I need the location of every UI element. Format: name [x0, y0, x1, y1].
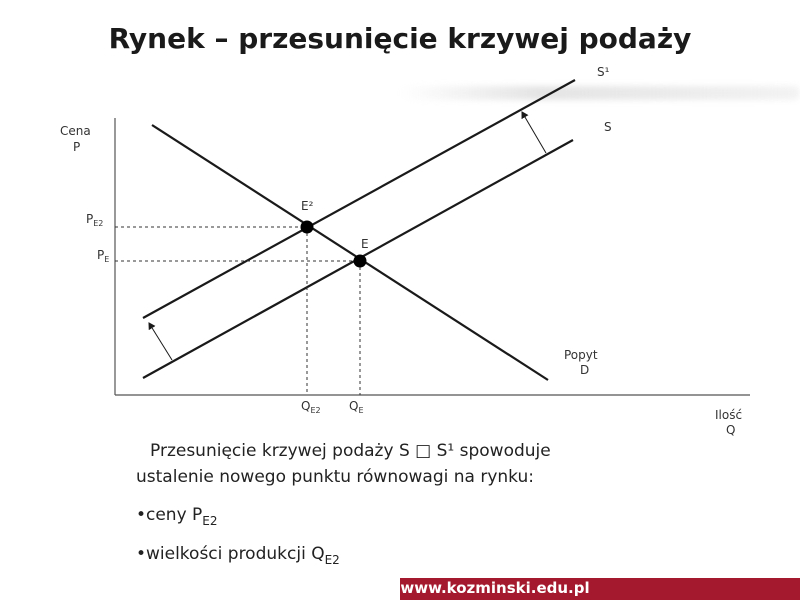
- label-s1: S¹: [597, 65, 610, 79]
- label-qe2: [301, 399, 321, 415]
- label-qe: [349, 399, 364, 415]
- description-line-1: Przesunięcie krzywej podaży S □ S¹ spowoduje: [150, 441, 551, 461]
- bullet-price: [136, 502, 736, 529]
- x-axis-label-ilosc: Ilość: [715, 408, 743, 422]
- label-pe-main: P: [97, 248, 105, 262]
- label-demand-popyt: Popyt: [564, 348, 598, 362]
- bullet-marker: •: [136, 505, 147, 525]
- footer-bar: [400, 578, 800, 600]
- bullet-quantity: [136, 541, 736, 568]
- equilibrium-point-e: [354, 255, 367, 268]
- shift-arrow-upper: [522, 112, 546, 153]
- bullet-price-sub: E2: [202, 514, 218, 528]
- y-axis-label-cena: Cena: [60, 124, 91, 138]
- label-qe-sub: E: [358, 406, 364, 415]
- bullet-marker: •: [136, 544, 147, 564]
- label-pe2-sub: E2: [93, 219, 104, 228]
- label-pe2-main: P: [86, 212, 94, 226]
- label-e2: E²: [301, 199, 314, 213]
- label-pe-sub: E: [104, 255, 110, 264]
- description-block: [136, 438, 736, 568]
- bullet-price-text: ceny P: [146, 505, 203, 525]
- bullet-quantity-text: wielkości produkcji Q: [146, 544, 325, 564]
- demand-curve: [152, 125, 548, 380]
- label-qe-main: Q: [349, 399, 359, 413]
- label-qe2-main: Q: [301, 399, 311, 413]
- bullet-quantity-sub: E2: [324, 553, 340, 567]
- shift-arrow-lower: [149, 323, 172, 360]
- x-axis-label-q: Q: [726, 423, 736, 437]
- label-pe2: [86, 212, 103, 228]
- label-s: S: [604, 120, 612, 134]
- footer-url-link[interactable]: www.kozminski.edu.pl: [400, 579, 590, 597]
- y-axis-label-p: P: [73, 140, 81, 154]
- slide-title: Rynek – przesunięcie krzywej podaży: [108, 22, 692, 55]
- label-demand-d: D: [580, 363, 590, 377]
- equilibrium-point-e2: [301, 221, 314, 234]
- label-pe: [97, 248, 109, 264]
- label-qe2-sub: E2: [310, 406, 321, 415]
- supply-curve-shifted: [143, 80, 575, 318]
- label-e: E: [361, 237, 369, 251]
- description-line-2: ustalenie nowego punktu równowagi na rynku:: [136, 467, 534, 487]
